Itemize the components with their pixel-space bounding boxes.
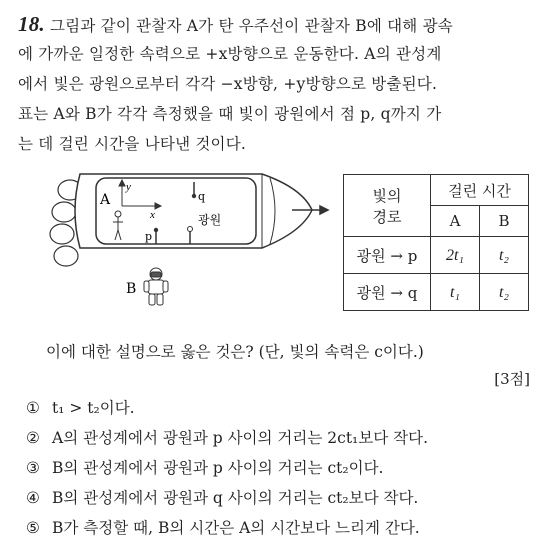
table-header-path: 빛의 경로: [344, 175, 431, 237]
choice-2-text: A의 관성계에서 광원과 p 사이의 거리는 2ct₁보다 작다.: [52, 429, 429, 447]
table-row: [344, 274, 529, 311]
table-cell-a: t₁: [431, 274, 480, 311]
choice-4[interactable]: [26, 488, 418, 508]
table-cell-path: 광원 → p: [344, 237, 431, 274]
question-text-1: 그림과 같이 관찰자 A가 탄 우주선이 관찰자 B에 대해 광속: [50, 17, 453, 35]
observer-b-astronaut-icon: [144, 268, 168, 305]
choice-1-number: ①: [26, 399, 40, 417]
points-label: [3점]: [494, 370, 530, 388]
question-text-3: 에서 빛은 광원으로부터 각각 −x방향, +y방향으로 방출된다.: [18, 75, 438, 93]
choice-3-number: ③: [26, 459, 40, 477]
question-stem: 이에 대한 설명으로 옳은 것은? (단, 빛의 속력은 c이다.): [46, 343, 424, 361]
spaceship-figure: [40, 168, 330, 308]
question-text-5: 는 데 걸린 시간을 나타낸 것이다.: [18, 135, 247, 153]
choice-1-text: t₁ > t₂이다.: [52, 399, 135, 417]
question-number: 18.: [18, 12, 45, 36]
choice-5[interactable]: [26, 518, 420, 538]
table-col-b: B: [480, 206, 529, 237]
observer-b-label: B: [126, 281, 137, 297]
question-text-2: 에 가까운 일정한 속력으로 +x방향으로 운동한다. A의 관성계: [18, 45, 442, 63]
choice-4-number: ④: [26, 489, 40, 507]
light-source-icon: [188, 227, 193, 232]
choice-5-text: B가 측정할 때, B의 시간은 A의 시간보다 느리게 간다.: [52, 519, 420, 537]
choice-5-number: ⑤: [26, 519, 40, 537]
question-text-4: 표는 A와 B가 각각 측정했을 때 빛이 광원에서 점 p, q까지 가: [18, 105, 442, 123]
point-p-icon: [154, 228, 158, 232]
light-source-label: 광원: [198, 213, 222, 227]
choice-2-number: ②: [26, 429, 40, 447]
table-cell-b: t₂: [480, 274, 529, 311]
observer-a-label: A: [100, 192, 111, 208]
time-table: [343, 174, 529, 311]
point-p-label: p: [145, 230, 153, 243]
table-row: [344, 237, 529, 274]
choice-1[interactable]: [26, 398, 135, 418]
choice-4-text: B의 관성계에서 광원과 q 사이의 거리는 ct₂보다 작다.: [52, 489, 419, 507]
axis-x-label: x: [150, 209, 155, 221]
point-q-icon: [192, 194, 196, 198]
choice-3-text: B의 관성계에서 광원과 p 사이의 거리는 ct₂이다.: [52, 459, 384, 477]
axis-y-label: y: [126, 181, 131, 193]
table-cell-b: t₂: [480, 237, 529, 274]
table-cell-path: 광원 → q: [344, 274, 431, 311]
table-header-time: 걸린 시간: [431, 175, 529, 206]
spaceship-window: [96, 178, 256, 244]
point-q-label: q: [198, 190, 206, 203]
question-line-1: [18, 14, 453, 36]
table-col-a: A: [431, 206, 480, 237]
choice-2[interactable]: [26, 428, 428, 448]
table-cell-a: 2t₁: [431, 237, 480, 274]
choice-3[interactable]: [26, 458, 383, 478]
